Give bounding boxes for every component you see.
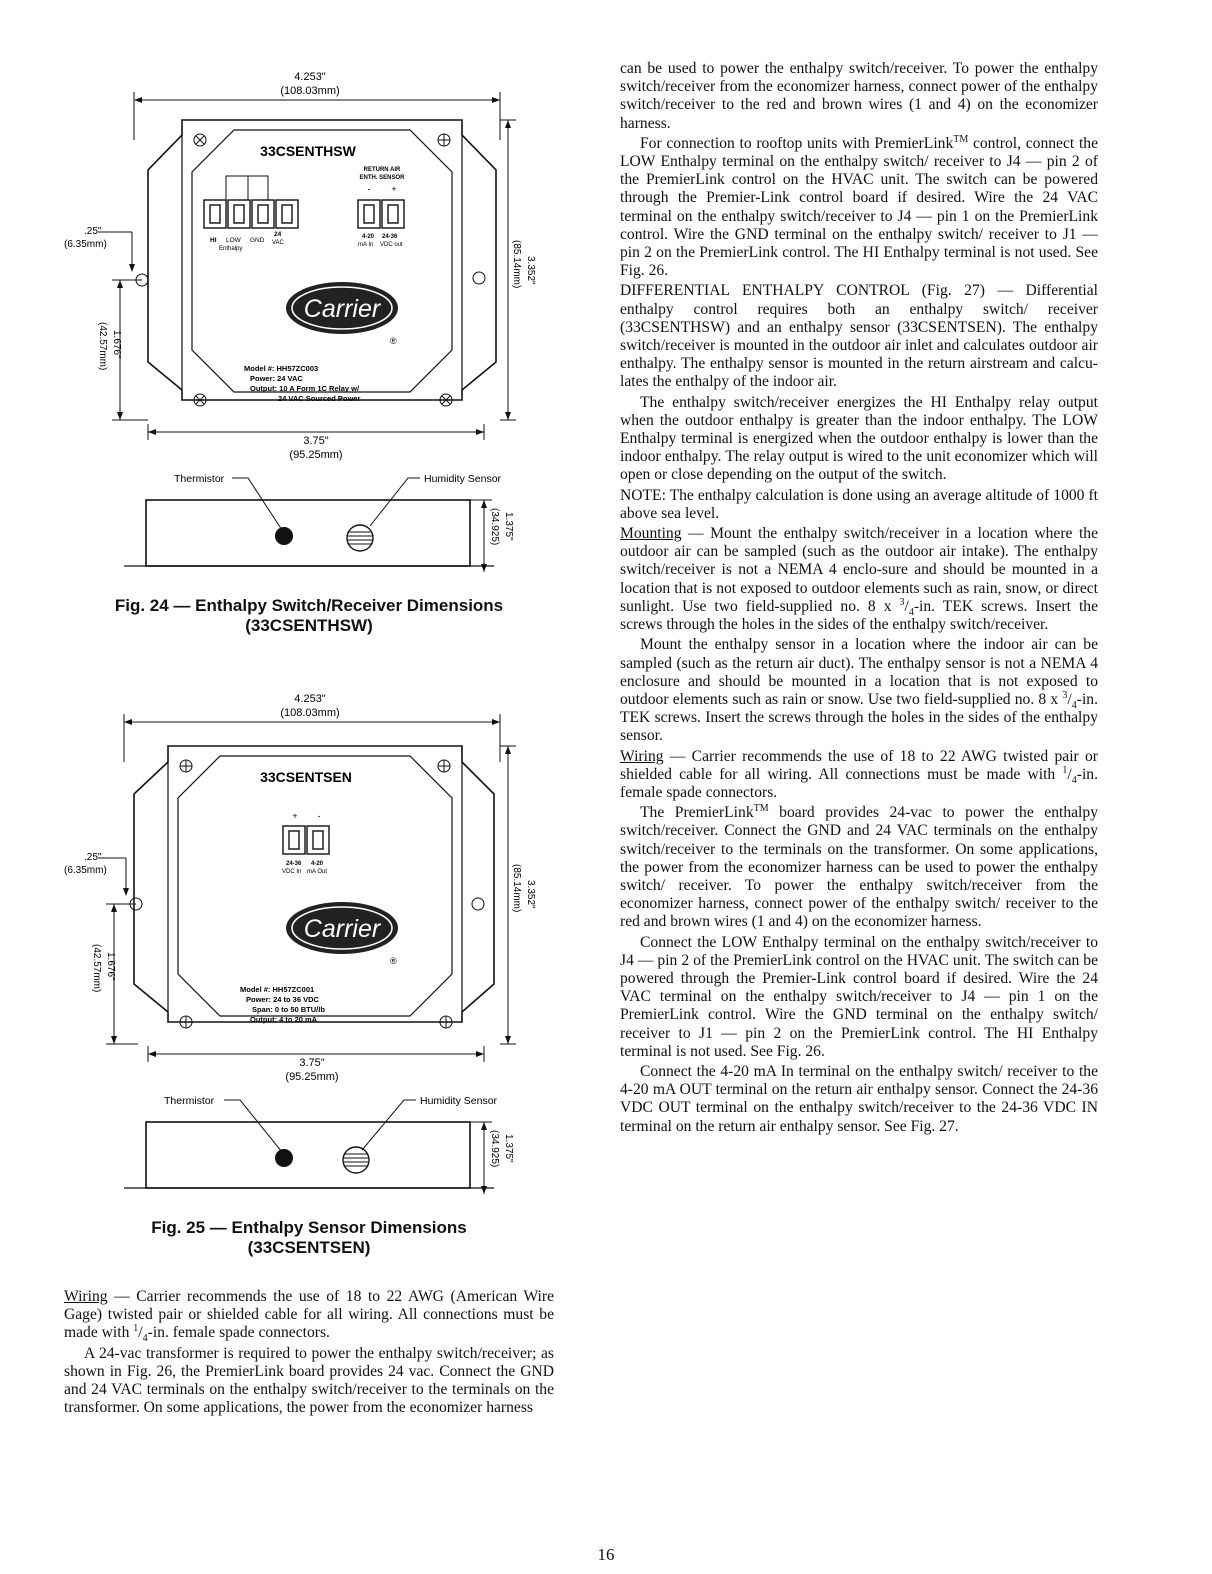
wiring-heading: Wiring — [620, 747, 664, 765]
fig25-power: Power: 24 to 36 VDC — [246, 995, 319, 1004]
paragraph: Mount the enthalpy sensor in a location where the indoor air can be sampled (such as the return air duct). The enthalpy sensor is not a NEMA 4 enclosure and should be mounted in a location that is not exposed to outdoor elements such as rain or snow. Use two field-supplied no. 8 x $^3/_4-in$. TEK screws. Insert the screws through the holes in the sides of the enthalpy sensor. — [620, 636, 1098, 745]
fig24-screw-icon — [438, 134, 450, 146]
fig24-term-420: 4-20 — [362, 234, 375, 240]
fig24-humidity-sensor-icon — [347, 525, 373, 551]
right-column — [620, 60, 1098, 1138]
fig24-device-title: 33CSENTHSW — [260, 143, 356, 159]
fig25-screw-icon — [440, 1016, 452, 1028]
fig25-minus: - — [317, 811, 321, 821]
fig24-term-vac: VAC — [272, 240, 284, 246]
fig25-carrier-logo — [286, 902, 398, 954]
fig24-side-view — [146, 500, 470, 566]
fig25-registered: ® — [390, 956, 397, 966]
fig24-term-low: LOW — [226, 237, 241, 244]
fig24-term-gnd: GND — [250, 237, 265, 244]
fig24-offset-in: .25" — [84, 226, 102, 237]
fig24-height-in: 3.352" — [525, 256, 536, 285]
fig25-screw-icon — [438, 760, 450, 772]
fig24-power: Power: 24 VAC — [250, 374, 303, 383]
fig25-base-in: 3.75" — [299, 1057, 325, 1069]
fig25-inner-panel — [178, 756, 452, 1016]
fig24-humidity-label: Humidity Sensor — [424, 473, 502, 485]
fig24-term-ma-in: mA In — [358, 242, 374, 248]
paragraph: For connection to rooftop units with PremierLink™ control, connect the LOW Enthalpy terminal on the enthalpy switch/ receiver to J4 — pin 2 of the PremierLink control on the HVAC unit. The switch can be powered through the Premier-Link control board if desired. Wire the 24 VAC terminal on the enthalpy switch/receiver to J4 — pin 1 on the PremierLink control. Wire the GND terminal on the enthalpy switch/ receiver to J1 — pin 2 on the PremierLink control. The HI Enthalpy terminal is not used. See Fig. 26. — [620, 133, 1098, 280]
fig25-lower-in: 1.676" — [105, 952, 116, 981]
fig25-screw-icon — [180, 1016, 192, 1028]
fig25-side-view — [146, 1122, 470, 1188]
paragraph: Wiring — Carrier recommends the use of 18 to 22 AWG twisted pair or shielded cable for all wiring. All connections must be made with $^1/_4-in$. female spade connectors. — [620, 747, 1098, 801]
fig25-base-mm: (95.25mm) — [285, 1071, 339, 1083]
fig25-terminal-block — [283, 826, 329, 854]
fig25-height-in: 3.352" — [525, 880, 536, 909]
fig25-humidity-sensor-icon — [343, 1147, 369, 1173]
fig24-output2: 24 VAC Sourced Power — [278, 394, 361, 403]
fig24-lower-in: 1.676" — [111, 330, 122, 359]
fig24-term-vdc-out: VDC out — [380, 242, 403, 248]
paragraph: A 24-vac transformer is required to power the enthalpy switch/receiver; as shown in Fig. 26, the PremierLink board provides 24 vac. Connect the GND and 24 VAC terminals on the enthalpy switch/receiver to the terminals on the transformer. On some applications, the power from the economizer harness — [64, 1344, 554, 1417]
left-column — [64, 60, 554, 1419]
fig25-lower-mm: (42.57mm) — [91, 944, 102, 993]
left-body-text — [64, 1288, 554, 1417]
paragraph: Connect the LOW Enthalpy terminal on the enthalpy switch/receiver to J4 — pin 2 of the PremierLink control on the HVAC unit. The switch can be powered through the Premier-Link control board if desired. Wire the 24 VAC terminal on the enthalpy switch/receiver to J4 — pin 1 on the PremierLink control. Wire the GND terminal on the enthalpy switch/ receiver to J1 — pin 2 on the PremierLink control. The HI Enthalpy terminal is not used. See Fig. 26. — [620, 933, 1098, 1060]
fig25-term-2436: 24-36 — [286, 861, 302, 867]
fig25-offset-in: .25" — [84, 852, 102, 863]
fig24-return-air-1: RETURN AIR — [363, 167, 401, 173]
fig25-thermistor-label: Thermistor — [164, 1095, 215, 1107]
fig24-output: Output: 10 A Form 1C Relay w/ — [250, 384, 360, 393]
fig24-plus: + — [391, 184, 397, 194]
fig25-span: Span: 0 to 50 BTU/lb — [252, 1005, 325, 1014]
fig24-term-2436: 24-36 — [382, 234, 398, 240]
fig25-model: Model #: HH57ZC001 — [240, 985, 315, 994]
fig24-side-mm: (34.925) — [489, 508, 500, 546]
fig25-plus: + — [292, 811, 298, 821]
figure-24-drawing — [64, 60, 554, 590]
svg-text:Carrier: Carrier — [303, 295, 381, 323]
fig25-caption-line1: Fig. 25 — Enthalpy Sensor Dimensions — [151, 1218, 467, 1237]
fig25-caption-line2: (33CSENTSEN) — [247, 1238, 371, 1257]
mounting-heading: Mounting — [620, 525, 682, 543]
fig24-term-hi: HI — [210, 237, 217, 244]
paragraph: can be used to power the enthalpy switch/receiver. To power the enthalpy switch/receiver from the economizer harness, connect power of the enthalpy switch/receiver to the red and brown wires (1 and 4) on the economizer harness. — [620, 60, 1098, 132]
fig24-terminal-block — [204, 200, 298, 228]
paragraph: The enthalpy switch/receiver energizes the HI Enthalpy relay output when the outdoor enthalpy is greater than the indoor enthalpy. The LOW Enthalpy terminal is energized when the outdoor enthalpy is lower than the indoor enthalpy. The relay output is wired to the unit economizer which will open or close depending on the output of the switch. — [620, 393, 1098, 484]
fig24-caption-line1: Fig. 24 — Enthalpy Switch/Receiver Dimensions — [114, 596, 504, 615]
fig25-device-title: 33CSENTSEN — [260, 769, 352, 785]
fig25-offset-mm: (6.35mm) — [64, 865, 107, 876]
fig25-width-in: 4.253" — [294, 693, 326, 705]
svg-text:Carrier: Carrier — [303, 915, 381, 943]
fig24-offset-mm: (6.35mm) — [64, 239, 107, 250]
fig24-base-mm: (95.25mm) — [289, 449, 343, 461]
fig24-width-in: 4.253" — [294, 71, 326, 83]
fig24-term-24: 24 — [274, 231, 282, 238]
fig24-lower-mm: (42.57mm) — [97, 322, 108, 371]
fig25-term-vdc-in: VDC In — [282, 869, 302, 875]
fig25-caption — [64, 1218, 554, 1258]
paragraph: Mounting — Mount the enthalpy switch/receiver in a location where the outdoor air can be sampled (such as the outdoor air intake). The enthalpy switch/receiver is not a NEMA 4 enclo-sure and should be mounted in a location that is not exposed to outdoor elements such as rain, snow, or direct sunlight. Use two field-supplied no. 8 x $^3/_4-in$. TEK screws. Insert the screws through the holes in the sides of the enthalpy switch/receiver. — [620, 525, 1099, 634]
fig24-registered: ® — [390, 336, 397, 346]
fig24-return-air-2: ENTH. SENSOR — [359, 175, 405, 181]
note-paragraph: NOTE: The enthalpy calculation is done using an average altitude of 1000 ft above sea level. — [620, 486, 1098, 522]
fig25-screw-icon — [180, 760, 192, 772]
fig24-carrier-logo — [286, 282, 398, 334]
paragraph: The PremierLink™ board provides 24-vac to power the enthalpy switch/receiver. Connect the GND and 24 VAC terminals on the enthalpy switch/receiver to the terminals on the transformer. On some applications, the power from the economizer harness can be used to power the enthalpy switch/ receiver. To power the enthalpy switch/receiver from the economizer harness, connect power of the enthalpy switch/ receiver to the red and brown wires (1 and 4) on the economizer harness. — [620, 802, 1098, 931]
fig24-side-in: 1.375" — [503, 512, 514, 541]
fig24-inner-panel — [192, 130, 452, 392]
fig24-screw-icon — [194, 134, 206, 146]
fig25-height-mm: (85.14mm) — [511, 864, 522, 913]
fig25-mount-hole-icon — [472, 898, 484, 910]
fig24-caption — [64, 596, 554, 636]
fig24-minus: - — [367, 184, 371, 194]
fig24-width-mm: (108.03mm) — [280, 85, 340, 97]
fig24-mount-hole-icon — [473, 272, 485, 284]
fig24-model: Model #: HH57ZC003 — [244, 364, 319, 373]
fig24-caption-line2: (33CSENTHSW) — [245, 616, 373, 635]
fig25-output: Output: 4 to 20 mA — [250, 1015, 318, 1024]
fig25-humidity-label: Humidity Sensor — [420, 1095, 498, 1107]
fig25-side-mm: (34.925) — [489, 1130, 500, 1168]
section-heading-paragraph: DIFFERENTIAL ENTHALPY CONTROL (Fig. 27) — Differential enthalpy control requires both an enthalpy switch/ receiver (33CSENTHSW) and an enthalpy sensor (33CSENTSEN). The enthalpy switch/receiver is mounted in the outdoor air inlet and calculates outdoor air enthalpy. The enthalpy sensor is mounted in the return airstream and calcu-lates the enthalpy of the indoor air. — [620, 282, 1098, 391]
fig25-term-ma-out: mA Out — [307, 869, 328, 875]
page-number: 16 — [597, 1545, 615, 1564]
fig24-thermistor-label: Thermistor — [174, 473, 225, 485]
fig25-width-mm: (108.03mm) — [280, 707, 340, 719]
paragraph: Connect the 4-20 mA In terminal on the enthalpy switch/ receiver to the 4-20 mA OUT terminal on the return air enthalpy sensor. Connect the 24-36 VDC OUT terminal on the enthalpy switch/receiver to the 24-36 VDC IN terminal on the return air enthalpy sensor. See Fig. 27. — [620, 1062, 1098, 1135]
wiring-heading: Wiring — [64, 1288, 108, 1305]
fig25-term-420: 4-20 — [311, 861, 324, 867]
figure-25 — [64, 682, 554, 1258]
fig25-thermistor-icon — [275, 1149, 293, 1167]
fig24-thermistor-icon — [275, 527, 293, 545]
figure-24 — [64, 60, 554, 636]
paragraph: Wiring — Carrier recommends the use of 18 to 22 AWG (American Wire Gage) twisted pair or shielded cable for all wiring. All connections must be made with $^1/_4-in$. female spade connectors. — [64, 1288, 554, 1345]
figure-25-drawing — [64, 682, 554, 1212]
fig25-side-in: 1.375" — [503, 1134, 514, 1163]
fig24-sensor-terminal-block — [358, 200, 404, 228]
fig24-term-enthalpy: Enthalpy — [219, 246, 243, 252]
fig24-base-in: 3.75" — [303, 435, 329, 447]
fig24-height-mm: (85.14mm) — [511, 240, 522, 289]
